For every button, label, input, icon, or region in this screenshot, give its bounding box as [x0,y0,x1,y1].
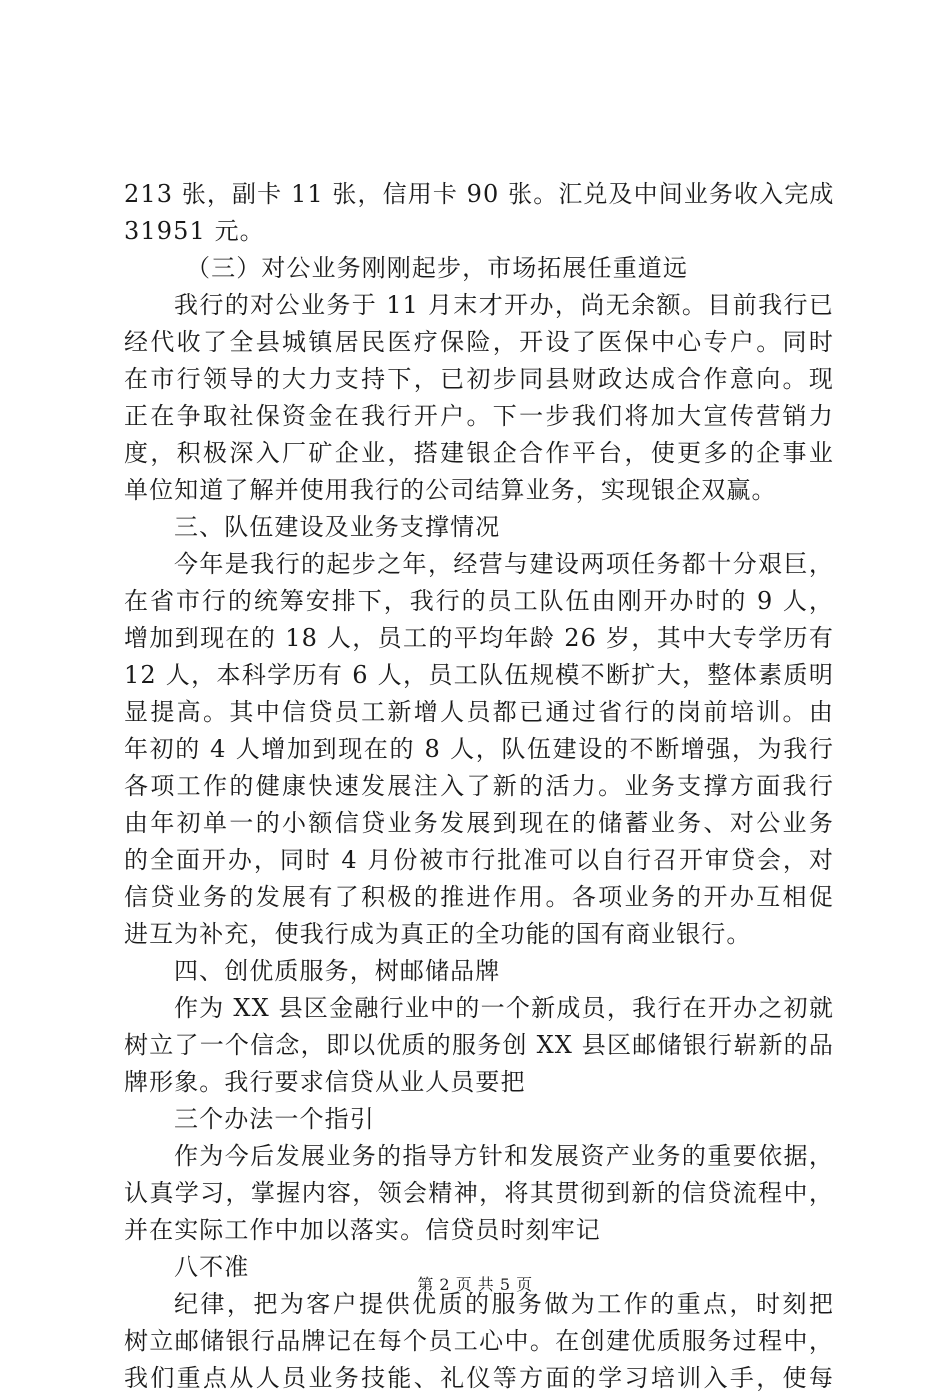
text-line-26: 三个办法一个指引 [174,1105,375,1133]
text-line-9: 单位知道了解并使用我行的公司结算业务，实现银企双赢。 [124,476,777,504]
text-line-19: 的全面开办，同时 4 月份被市行批准可以自行召开审贷会，对 [124,846,834,874]
text-line-14: 12 人，本科学历有 6 人，员工队伍规模不断扩大，整体素质明 [124,661,834,689]
text-line-7: 正在争取社保资金在我行开户。下一步我们将加大宣传营销力 [124,402,834,430]
text-line-23: 作为 XX 县区金融行业中的一个新成员，我行在开办之初就 [174,994,834,1022]
text-line-24: 树立了一个信念，即以优质的服务创 XX 县区邮储银行崭新的品 [124,1031,834,1059]
text-line-29: 并在实际工作中加以落实。信贷员时刻牢记 [124,1216,601,1244]
text-line-21: 进互为补充，使我行成为真正的全功能的国有商业银行。 [124,920,752,948]
text-line-22: 四、创优质服务，树邮储品牌 [174,957,501,985]
text-line-32: 树立邮储银行品牌记在每个员工心中。在创建优质服务过程中， [124,1327,834,1355]
text-line-3: （三）对公业务刚刚起步，市场拓展任重道远 [186,254,688,282]
text-line-18: 由年初单一的小额信贷业务发展到现在的储蓄业务、对公业务 [124,809,834,837]
text-line-13: 增加到现在的 18 人，员工的平均年龄 26 岁，其中大专学历有 [124,624,834,652]
text-line-20: 信贷业务的发展有了积极的推进作用。各项业务的开办互相促 [124,883,834,911]
text-line-11: 今年是我行的起步之年，经营与建设两项任务都十分艰巨， [174,550,834,578]
text-line-6: 在市行领导的大力支持下，已初步同县财政达成合作意向。现 [124,365,834,393]
text-line-2: 31951 元。 [124,217,265,245]
text-line-27: 作为今后发展业务的指导方针和发展资产业务的重要依据， [174,1142,834,1170]
text-line-28: 认真学习，掌握内容，领会精神，将其贯彻到新的信贷流程中， [124,1179,834,1207]
page-footer: 第 2 页 共 5 页 [417,1275,533,1294]
text-line-4: 我行的对公业务于 11 月末才开办，尚无余额。目前我行已 [174,291,834,319]
text-line-10: 三、队伍建设及业务支撑情况 [174,513,501,541]
text-line-31: 纪律，把为客户提供优质的服务做为工作的重点，时刻把 [174,1290,834,1318]
text-line-12: 在省市行的统筹安排下，我行的员工队伍由刚开办时的 9 人， [124,587,834,615]
text-line-8: 度，积极深入厂矿企业，搭建银企合作平台，使更多的企事业 [124,439,834,467]
text-line-17: 各项工作的健康快速发展注入了新的活力。业务支撑方面我行 [124,772,834,800]
document-body [124,176,834,1397]
text-line-1: 213 张，副卡 11 张，信用卡 90 张。汇兑及中间业务收入完成 [124,180,835,208]
text-line-30: 八不准 [174,1253,250,1281]
text-line-5: 经代收了全县城镇居民医疗保险，开设了医保中心专户。同时 [124,328,834,356]
text-line-25: 牌形象。我行要求信贷从业人员要把 [124,1068,526,1096]
text-line-33: 我们重点从人员业务技能、礼仪等方面的学习培训入手，使每 [124,1364,834,1392]
text-line-15: 显提高。其中信贷员工新增人员都已通过省行的岗前培训。由 [124,698,834,726]
text-line-16: 年初的 4 人增加到现在的 8 人，队伍建设的不断增强，为我行 [124,735,834,763]
